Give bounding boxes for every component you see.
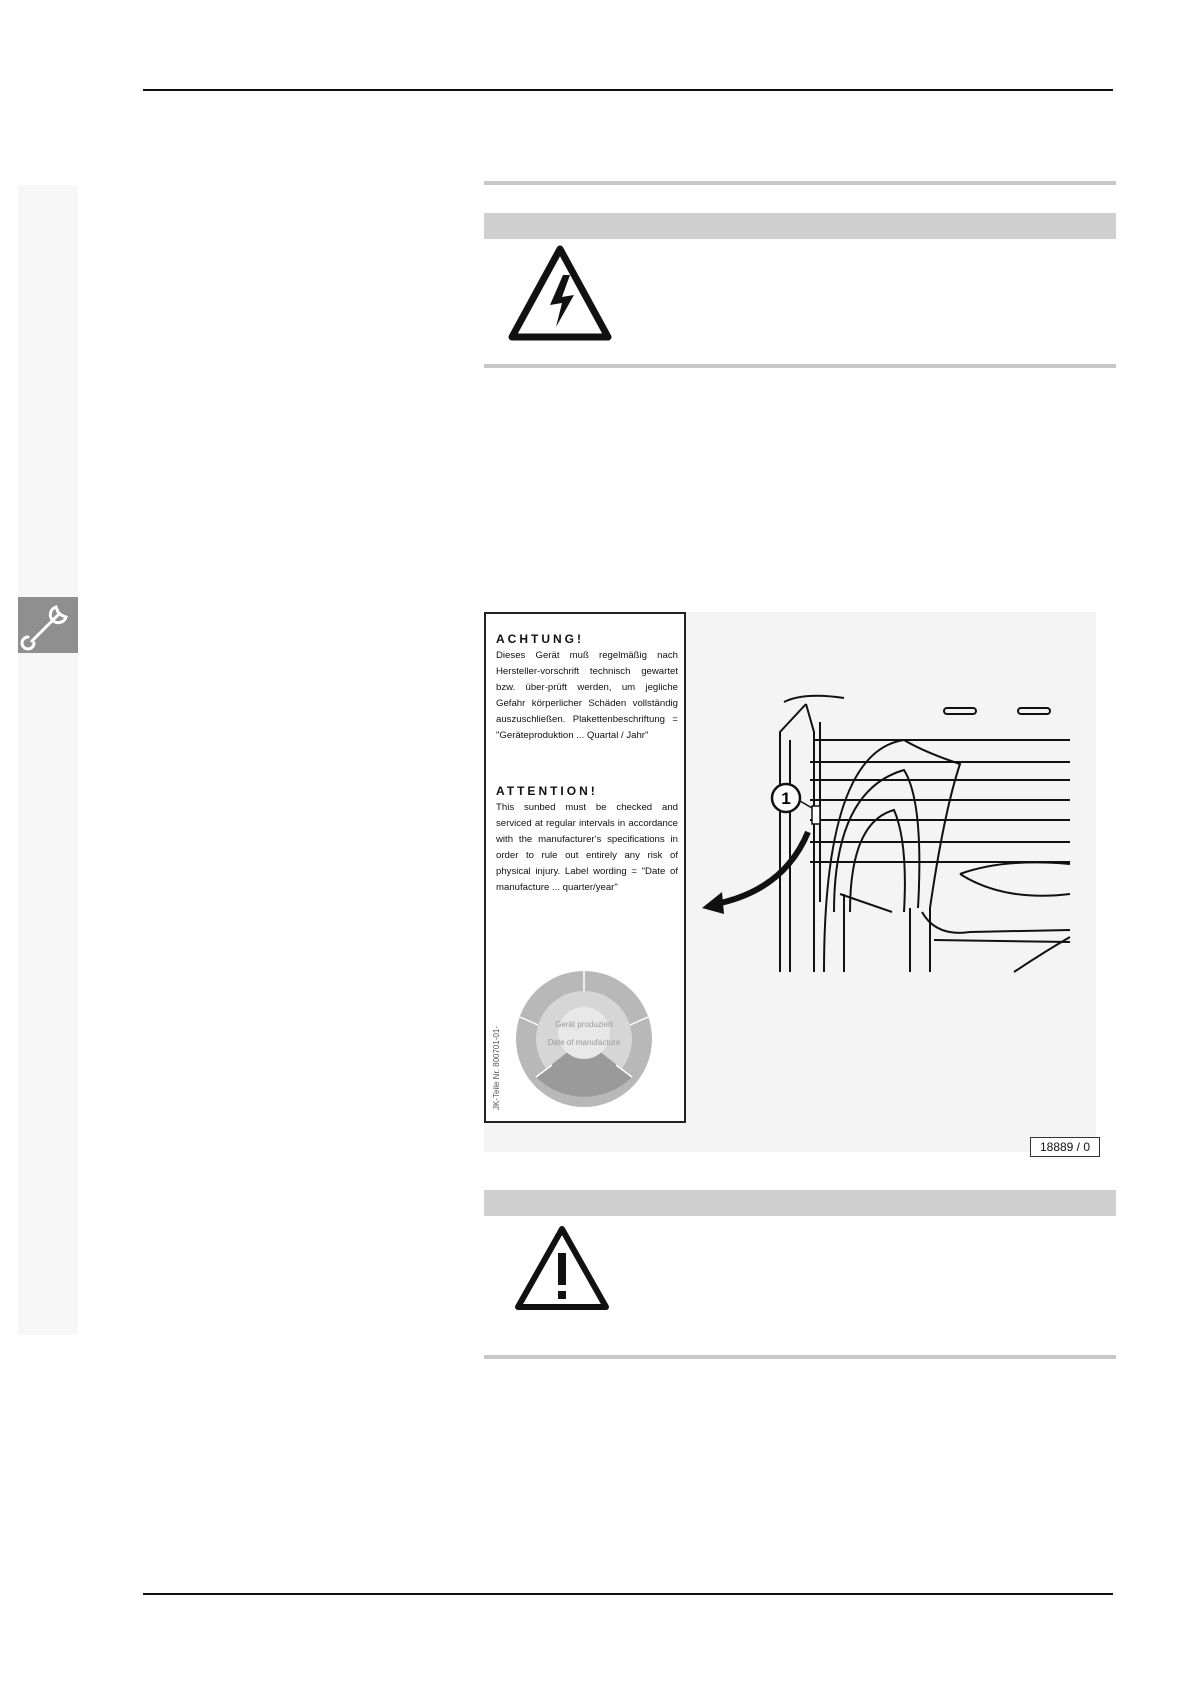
label-en-text: This sunbed must be checked and serviced at regular intervals in accordance with the manufacturer's specifications in order to rule out entirely any risk of physical injury. Label wording = "Date of manufacture ... quarter/year" (496, 802, 678, 893)
warning-label-card (484, 612, 686, 1123)
label-en-title: ATTENTION! (496, 784, 598, 798)
header-rule (143, 89, 1113, 91)
wrench-icon (18, 597, 78, 653)
notice2-header-bar (484, 1190, 1116, 1216)
notice2-bottom-rule (484, 1355, 1116, 1359)
footer-rule (143, 1593, 1113, 1595)
date-disc (514, 969, 654, 1109)
disc-center-en: Date of manufacture (547, 1038, 621, 1047)
electric-hazard-icon (508, 245, 612, 348)
section-rule-top (484, 181, 1116, 185)
callout-number: 1 (781, 789, 791, 808)
maintenance-tab[interactable] (18, 597, 78, 653)
figure-reference: 18889 / 0 (1030, 1137, 1100, 1157)
notice-header-bar (484, 213, 1116, 239)
label-de-text: Dieses Gerät muß regelmäßig nach Hersteller-vorschrift technisch gewartet bzw. über-prüft werden, um jegliche Gefahr körperlicher Schäden vollständig auszuschließen. Plakettenbeschriftung = "Geräteproduktion ... Quartal / Jahr" (496, 650, 678, 741)
warning-exclamation-icon (514, 1225, 610, 1318)
label-de-title: ACHTUNG! (496, 632, 584, 646)
side-strip (18, 185, 78, 1335)
disc-center-de: Gerät produziert (555, 1020, 613, 1029)
part-number: JK-Teile Nr. 800701-01- (492, 1025, 501, 1110)
notice-bottom-rule (484, 364, 1116, 368)
